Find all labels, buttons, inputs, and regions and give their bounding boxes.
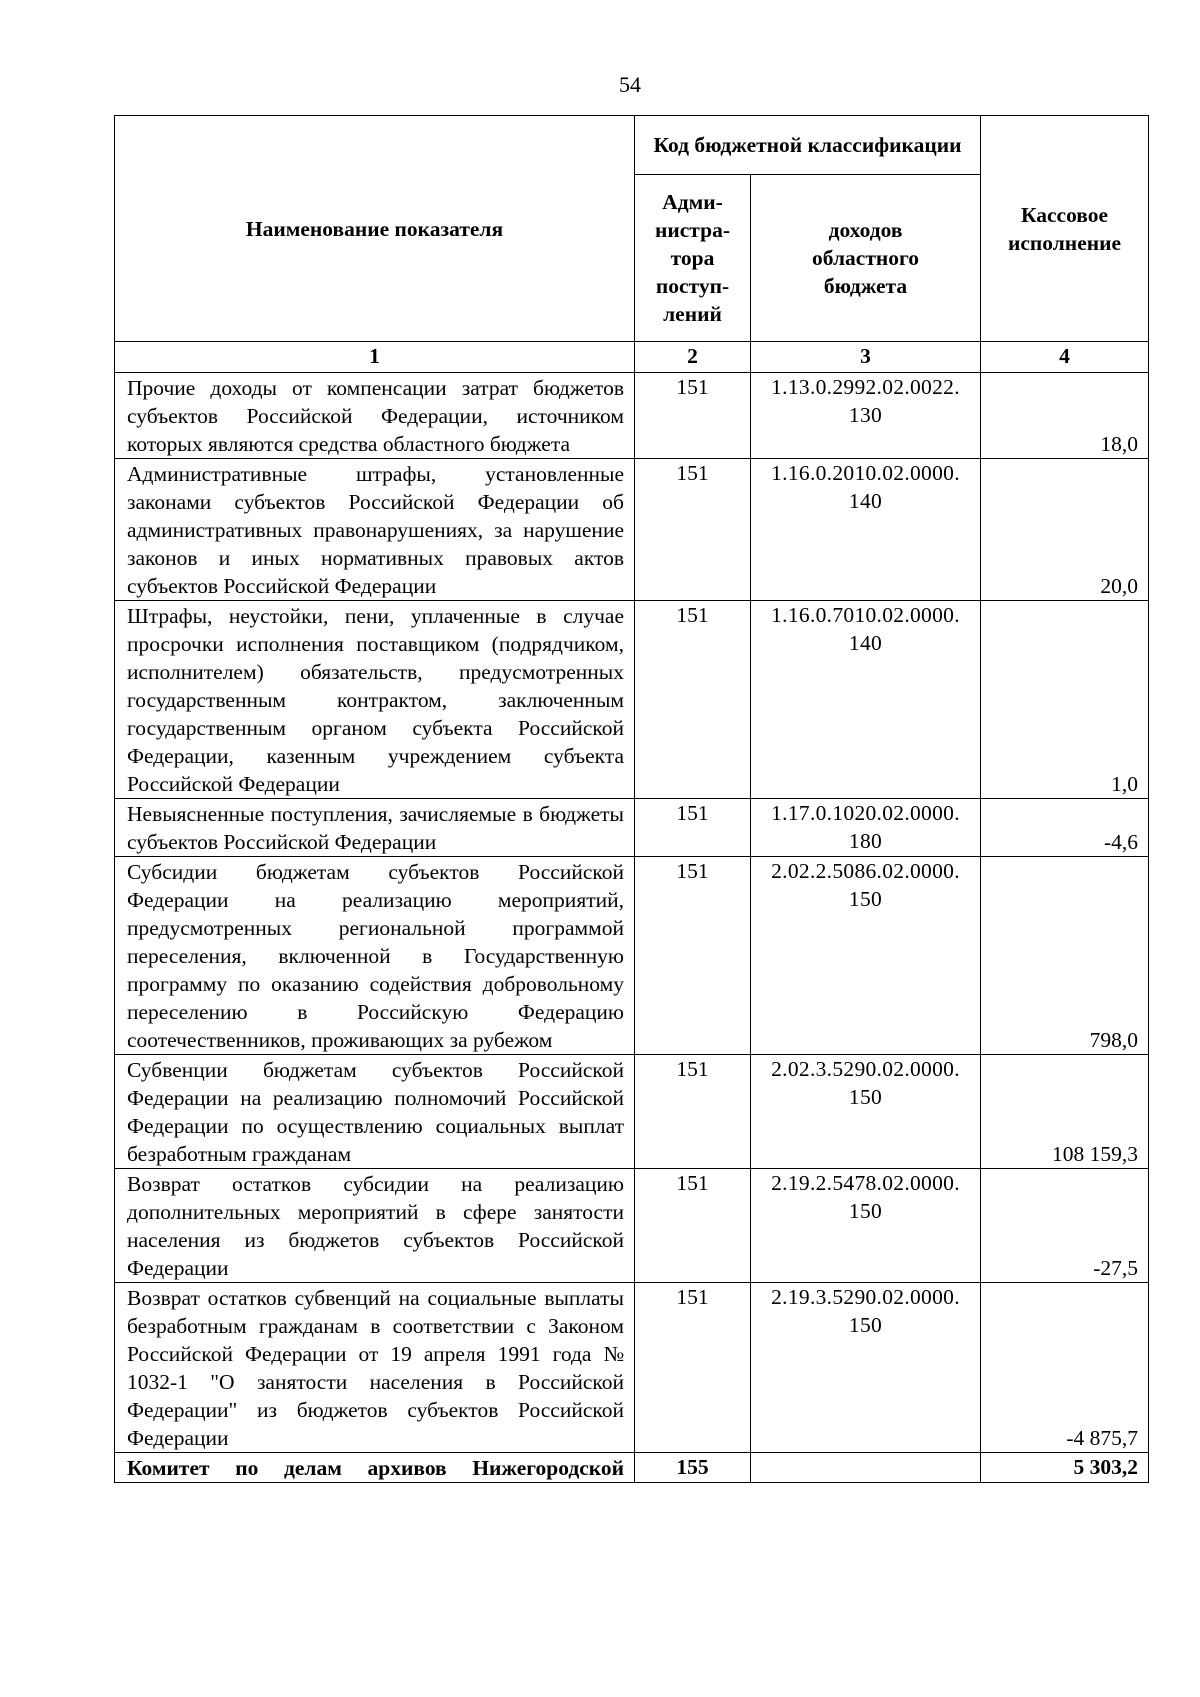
- table-row: [115, 1283, 1149, 1453]
- row-amount: 18,0: [981, 373, 1149, 459]
- code-line: 150: [848, 1199, 883, 1223]
- table-row: [115, 459, 1149, 601]
- code-line: 1.13.0.2992.02.0022.: [771, 375, 960, 399]
- header-admin-line: поступ-: [655, 274, 730, 298]
- row-admin-code: 151: [635, 601, 751, 799]
- table-row: [115, 601, 1149, 799]
- row-amount: 1,0: [981, 601, 1149, 799]
- row-indicator-name: [115, 373, 635, 459]
- row-income-code: [751, 1283, 981, 1453]
- code-line: 150: [848, 887, 883, 911]
- column-number: 1: [115, 342, 635, 373]
- row-name-text: Возврат остатков субвенций на социальные выплаты безработным гражданам в соответствии с Законом Российской Федерации от 19 апреля 1991 года № 1032-1 "О занятости населения в Российской Федерации" из бюджетов субъектов Российской Федерации: [127, 1286, 624, 1450]
- row-name-text: Субвенции бюджетам субъектов Российской Федерации на реализацию полномочий Российской Федерации по осуществлению социальных выплат безработным гражданам: [127, 1058, 624, 1166]
- code-line: 2.02.3.5290.02.0000.: [771, 1057, 960, 1081]
- column-number: 2: [635, 342, 751, 373]
- row-indicator-name: [115, 1169, 635, 1283]
- table-row: [115, 373, 1149, 459]
- code-line: 140: [848, 489, 883, 513]
- table-row: [115, 1055, 1149, 1169]
- header-budget-code-group: Код бюджетной классификации: [635, 116, 981, 175]
- table-row: [115, 1169, 1149, 1283]
- code-line: 2.02.2.5086.02.0000.: [771, 859, 960, 883]
- row-indicator-name: [115, 459, 635, 601]
- code-line: 1.17.0.1020.02.0000.: [771, 801, 960, 825]
- row-admin-code: 151: [635, 799, 751, 857]
- row-name-text: Невыясненные поступления, зачисляемые в бюджеты субъектов Российской Федерации: [127, 802, 624, 854]
- row-indicator-name: [115, 857, 635, 1055]
- row-admin-code: 151: [635, 459, 751, 601]
- header-cash-execution: [981, 116, 1149, 342]
- row-admin-code: 151: [635, 373, 751, 459]
- header-regional-income: [751, 175, 981, 342]
- code-line: 1.16.0.7010.02.0000.: [771, 603, 960, 627]
- code-line: 180: [848, 829, 883, 853]
- header-income-line: бюджета: [823, 274, 908, 298]
- page-number: 54: [619, 72, 641, 97]
- code-line: 140: [848, 631, 883, 655]
- table-row: [115, 799, 1149, 857]
- row-income-code: [751, 857, 981, 1055]
- row-indicator-name: [115, 601, 635, 799]
- row-admin-code: 151: [635, 1055, 751, 1169]
- header-admin-line: лений: [663, 302, 722, 326]
- row-name-text: Административные штрафы, установленные законами субъектов Российской Федерации об административных правонарушениях, за нарушение законов и иных нормативных правовых актов субъектов Российской Федерации: [127, 462, 624, 598]
- row-amount: 20,0: [981, 459, 1149, 601]
- header-income-line: областного: [812, 246, 919, 270]
- code-line: 150: [848, 1313, 883, 1337]
- budget-income-table: [114, 115, 1149, 1483]
- row-indicator-name: [115, 1055, 635, 1169]
- row-admin-code: 151: [635, 1283, 751, 1453]
- row-income-code: [751, 459, 981, 601]
- row-amount: 798,0: [981, 857, 1149, 1055]
- header-cash-execution-line: исполнение: [1007, 230, 1122, 255]
- table-row: [115, 857, 1149, 1055]
- total-row-name: [115, 1453, 635, 1483]
- row-income-code: [751, 373, 981, 459]
- code-line: 2.19.2.5478.02.0000.: [771, 1171, 960, 1195]
- header-indicator-name: Наименование показателя: [115, 116, 635, 342]
- total-row-amount: 5 303,2: [981, 1453, 1149, 1483]
- row-amount: -27,5: [981, 1169, 1149, 1283]
- total-row-name-text: Комитет по делам архивов Нижегородской: [127, 1456, 624, 1480]
- row-name-text: Возврат остатков субсидии на реализацию дополнительных мероприятий в сфере занятости населения из бюджетов субъектов Российской Федерации: [127, 1172, 624, 1280]
- column-number: 4: [981, 342, 1149, 373]
- header-cash-execution-line: Кассовое: [1020, 202, 1109, 227]
- code-line: 1.16.0.2010.02.0000.: [771, 461, 960, 485]
- row-amount: -4,6: [981, 799, 1149, 857]
- row-income-code: [751, 1169, 981, 1283]
- row-indicator-name: [115, 1283, 635, 1453]
- row-indicator-name: [115, 799, 635, 857]
- header-admin-line: тора: [670, 246, 715, 270]
- header-admin: [635, 175, 751, 342]
- row-amount: 108 159,3: [981, 1055, 1149, 1169]
- total-row-income-code: [751, 1453, 981, 1483]
- row-income-code: [751, 601, 981, 799]
- row-name-text: Прочие доходы от компенсации затрат бюджетов субъектов Российской Федерации, источником которых являются средства областного бюджета: [127, 376, 624, 456]
- total-row: [115, 1453, 1149, 1483]
- row-admin-code: 151: [635, 857, 751, 1055]
- column-number: 3: [751, 342, 981, 373]
- row-admin-code: 151: [635, 1169, 751, 1283]
- row-name-text: Штрафы, неустойки, пени, уплаченные в случае просрочки исполнения поставщиком (подрядчиком, исполнителем) обязательств, предусмотренных государственным контрактом, заключенным государственным органом субъекта Российской Федерации, казенным учреждением субъекта Российской Федерации: [127, 604, 624, 796]
- row-income-code: [751, 799, 981, 857]
- row-income-code: [751, 1055, 981, 1169]
- row-name-text: Субсидии бюджетам субъектов Российской Федерации на реализацию мероприятий, предусмотренных региональной программой переселения, включенной в Государственную программу по оказанию содействия добровольному переселению в Российскую Федерацию соотечественников, проживающих за рубежом: [127, 860, 624, 1052]
- code-line: 2.19.3.5290.02.0000.: [771, 1285, 960, 1309]
- total-row-admin-code: 155: [635, 1453, 751, 1483]
- code-line: 150: [848, 1085, 883, 1109]
- header-income-line: доходов: [828, 218, 903, 242]
- row-amount: -4 875,7: [981, 1283, 1149, 1453]
- code-line: 130: [848, 403, 883, 427]
- header-admin-line: Адми-: [662, 190, 723, 214]
- header-admin-line: нистра-: [654, 218, 730, 242]
